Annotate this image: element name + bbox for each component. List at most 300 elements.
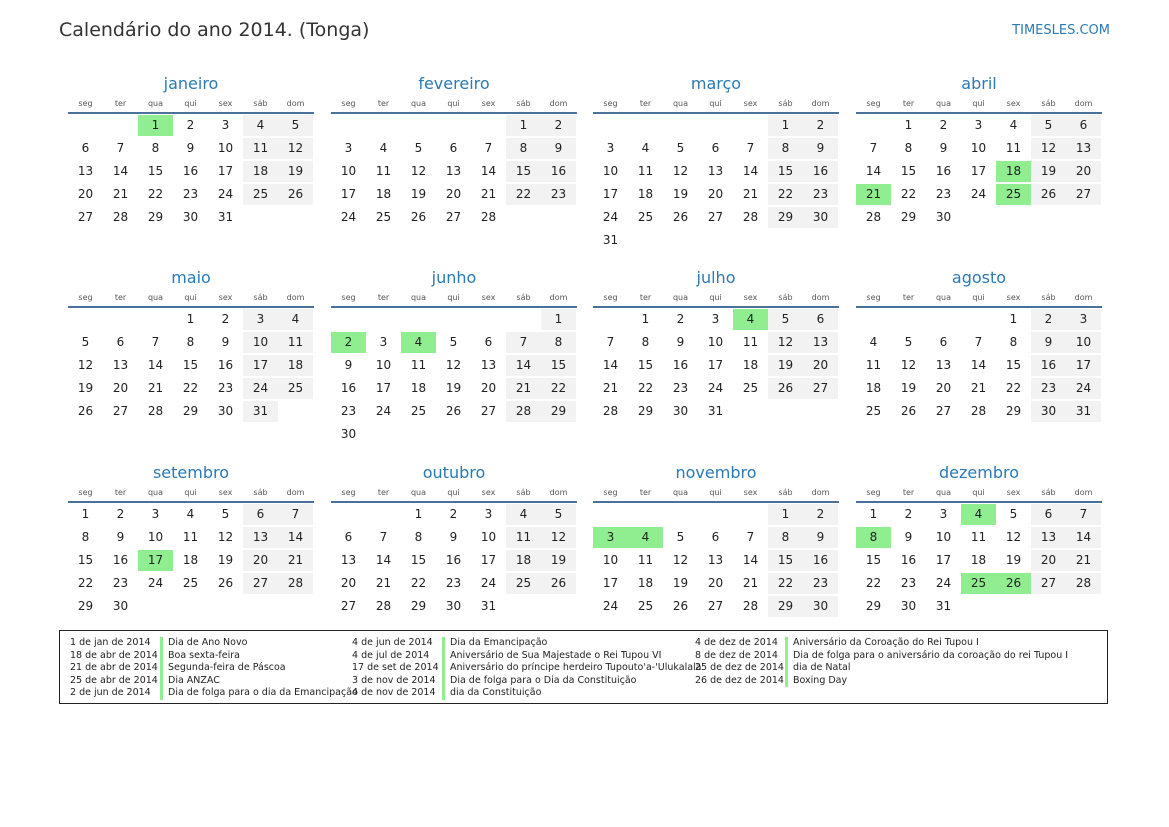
day-cell[interactable]: 26 (410, 210, 427, 224)
day-cell[interactable]: 28 (1066, 573, 1101, 594)
day-cell[interactable]: 17 (970, 164, 987, 178)
day-cell[interactable]: 4 (1009, 118, 1018, 132)
day-cell[interactable]: 24 (243, 378, 278, 399)
day-cell[interactable]: 6 (1066, 115, 1101, 136)
day-cell[interactable]: 27 (1031, 573, 1066, 594)
day-cell[interactable]: 4 (278, 309, 313, 330)
day-cell[interactable]: 12 (900, 358, 917, 372)
day-cell[interactable]: 29 (1005, 404, 1022, 418)
day-cell[interactable]: 16 (217, 358, 234, 372)
day-cell[interactable]: 30 (182, 210, 199, 224)
day-cell[interactable]: 26 (1031, 184, 1066, 205)
day-cell[interactable]: 15 (768, 550, 803, 571)
day-cell[interactable]: 27 (480, 404, 497, 418)
day-cell[interactable]: 2 (186, 118, 195, 132)
day-cell[interactable]: 27 (707, 210, 724, 224)
day-cell[interactable]: 16 (340, 381, 357, 395)
day-cell[interactable]: 21 (278, 550, 313, 571)
day-cell[interactable]: 14 (602, 358, 619, 372)
day-cell[interactable]: 13 (707, 553, 724, 567)
day-cell[interactable]: 14 (147, 358, 164, 372)
day-cell[interactable]: 7 (869, 141, 878, 155)
day-cell[interactable]: 6 (116, 335, 125, 349)
day-cell[interactable]: 8 (768, 138, 803, 159)
day-cell[interactable]: 9 (541, 138, 576, 159)
day-cell[interactable]: 10 (480, 530, 497, 544)
day-cell[interactable]: 25 (742, 381, 759, 395)
day-cell[interactable]: 18 (637, 187, 654, 201)
day-cell[interactable]: 25 (637, 210, 654, 224)
day-cell[interactable]: 4 (869, 335, 878, 349)
day-cell[interactable]: 5 (221, 507, 230, 521)
day-cell[interactable]: 5 (676, 530, 685, 544)
day-cell[interactable]: 28 (865, 210, 882, 224)
day-cell[interactable]: 24 (1066, 378, 1101, 399)
day-cell[interactable]: 12 (77, 358, 94, 372)
day-cell[interactable]: 8 (414, 530, 423, 544)
day-cell[interactable]: 9 (904, 530, 913, 544)
day-cell[interactable]: 14 (865, 164, 882, 178)
day-cell[interactable]: 8 (904, 141, 913, 155)
day-cell[interactable]: 24 (147, 576, 164, 590)
day-cell[interactable]: 18 (243, 161, 278, 182)
day-cell[interactable]: 11 (375, 164, 392, 178)
day-cell[interactable]: 2 (1031, 309, 1066, 330)
day-cell[interactable]: 7 (506, 332, 541, 353)
day-cell[interactable]: 18 (637, 576, 654, 590)
day-cell[interactable]: 25 (637, 599, 654, 613)
day-cell[interactable]: 15 (147, 164, 164, 178)
day-cell[interactable]: 6 (711, 141, 720, 155)
day-cell[interactable]: 31 (1066, 401, 1101, 422)
day-cell[interactable]: 8 (768, 527, 803, 548)
day-cell[interactable]: 3 (243, 309, 278, 330)
day-cell[interactable]: 11 (506, 527, 541, 548)
day-cell[interactable]: 16 (672, 358, 689, 372)
day-cell[interactable]: 14 (1066, 527, 1101, 548)
day-cell[interactable]: 29 (410, 599, 427, 613)
day-cell[interactable]: 28 (742, 599, 759, 613)
day-cell[interactable]: 11 (742, 335, 759, 349)
day-cell[interactable]: 12 (541, 527, 576, 548)
day-cell[interactable]: 27 (1066, 184, 1101, 205)
day-cell[interactable]: 7 (116, 141, 125, 155)
day-cell[interactable]: 3 (379, 335, 388, 349)
day-cell[interactable]: 1 (768, 115, 803, 136)
day-cell[interactable]: 11 (1005, 141, 1022, 155)
day-cell[interactable]: 27 (112, 404, 129, 418)
day-cell[interactable]: 23 (803, 184, 838, 205)
day-cell[interactable]: 23 (217, 381, 234, 395)
day-cell[interactable]: 6 (803, 309, 838, 330)
day-cell[interactable]: 18 (865, 381, 882, 395)
holiday-day-cell[interactable]: 4 (628, 527, 663, 548)
day-cell[interactable]: 1 (506, 115, 541, 136)
day-cell[interactable]: 26 (77, 404, 94, 418)
day-cell[interactable]: 14 (375, 553, 392, 567)
day-cell[interactable]: 4 (379, 141, 388, 155)
day-cell[interactable]: 14 (506, 355, 541, 376)
day-cell[interactable]: 19 (1031, 161, 1066, 182)
day-cell[interactable]: 28 (970, 404, 987, 418)
day-cell[interactable]: 17 (243, 355, 278, 376)
day-cell[interactable]: 1 (1009, 312, 1018, 326)
day-cell[interactable]: 23 (541, 184, 576, 205)
day-cell[interactable]: 12 (768, 332, 803, 353)
day-cell[interactable]: 22 (182, 381, 199, 395)
day-cell[interactable]: 8 (541, 332, 576, 353)
day-cell[interactable]: 30 (340, 427, 357, 441)
day-cell[interactable]: 5 (449, 335, 458, 349)
day-cell[interactable]: 1 (541, 309, 576, 330)
day-cell[interactable]: 18 (506, 550, 541, 571)
day-cell[interactable]: 9 (939, 141, 948, 155)
day-cell[interactable]: 19 (672, 187, 689, 201)
day-cell[interactable]: 14 (970, 358, 987, 372)
day-cell[interactable]: 2 (904, 507, 913, 521)
holiday-day-cell[interactable]: 17 (138, 550, 173, 571)
day-cell[interactable]: 4 (506, 504, 541, 525)
day-cell[interactable]: 26 (768, 378, 803, 399)
day-cell[interactable]: 10 (707, 335, 724, 349)
day-cell[interactable]: 19 (278, 161, 313, 182)
day-cell[interactable]: 16 (445, 553, 462, 567)
day-cell[interactable]: 21 (480, 187, 497, 201)
day-cell[interactable]: 6 (81, 141, 90, 155)
day-cell[interactable]: 4 (186, 507, 195, 521)
day-cell[interactable]: 10 (1066, 332, 1101, 353)
holiday-day-cell[interactable]: 2 (331, 332, 366, 353)
day-cell[interactable]: 11 (243, 138, 278, 159)
day-cell[interactable]: 29 (768, 207, 803, 228)
day-cell[interactable]: 2 (939, 118, 948, 132)
day-cell[interactable]: 1 (641, 312, 650, 326)
day-cell[interactable]: 12 (410, 164, 427, 178)
day-cell[interactable]: 20 (77, 187, 94, 201)
day-cell[interactable]: 22 (1005, 381, 1022, 395)
day-cell[interactable]: 5 (1009, 507, 1018, 521)
day-cell[interactable]: 13 (445, 164, 462, 178)
day-cell[interactable]: 26 (541, 573, 576, 594)
day-cell[interactable]: 30 (445, 599, 462, 613)
day-cell[interactable]: 9 (803, 138, 838, 159)
day-cell[interactable]: 10 (935, 530, 952, 544)
day-cell[interactable]: 5 (414, 141, 423, 155)
day-cell[interactable]: 13 (480, 358, 497, 372)
day-cell[interactable]: 20 (112, 381, 129, 395)
day-cell[interactable]: 6 (243, 504, 278, 525)
day-cell[interactable]: 21 (742, 187, 759, 201)
day-cell[interactable]: 23 (672, 381, 689, 395)
day-cell[interactable]: 16 (112, 553, 129, 567)
day-cell[interactable]: 15 (410, 553, 427, 567)
day-cell[interactable]: 17 (217, 164, 234, 178)
day-cell[interactable]: 29 (768, 596, 803, 617)
day-cell[interactable]: 23 (445, 576, 462, 590)
day-cell[interactable]: 21 (112, 187, 129, 201)
day-cell[interactable]: 23 (340, 404, 357, 418)
day-cell[interactable]: 6 (1031, 504, 1066, 525)
day-cell[interactable]: 16 (1031, 355, 1066, 376)
day-cell[interactable]: 22 (900, 187, 917, 201)
day-cell[interactable]: 3 (1066, 309, 1101, 330)
day-cell[interactable]: 13 (1066, 138, 1101, 159)
day-cell[interactable]: 17 (602, 187, 619, 201)
day-cell[interactable]: 27 (340, 599, 357, 613)
day-cell[interactable]: 24 (340, 210, 357, 224)
day-cell[interactable]: 7 (606, 335, 615, 349)
day-cell[interactable]: 24 (480, 576, 497, 590)
day-cell[interactable]: 9 (186, 141, 195, 155)
day-cell[interactable]: 5 (81, 335, 90, 349)
day-cell[interactable]: 31 (602, 233, 619, 247)
day-cell[interactable]: 16 (803, 550, 838, 571)
day-cell[interactable]: 9 (803, 527, 838, 548)
day-cell[interactable]: 28 (742, 210, 759, 224)
day-cell[interactable]: 8 (151, 141, 160, 155)
day-cell[interactable]: 8 (506, 138, 541, 159)
day-cell[interactable]: 19 (900, 381, 917, 395)
day-cell[interactable]: 28 (480, 210, 497, 224)
day-cell[interactable]: 29 (182, 404, 199, 418)
day-cell[interactable]: 14 (278, 527, 313, 548)
day-cell[interactable]: 15 (541, 355, 576, 376)
day-cell[interactable]: 15 (1005, 358, 1022, 372)
day-cell[interactable]: 21 (375, 576, 392, 590)
day-cell[interactable]: 1 (81, 507, 90, 521)
day-cell[interactable]: 1 (869, 507, 878, 521)
day-cell[interactable]: 27 (935, 404, 952, 418)
day-cell[interactable]: 22 (147, 187, 164, 201)
day-cell[interactable]: 2 (803, 504, 838, 525)
day-cell[interactable]: 3 (974, 118, 983, 132)
day-cell[interactable]: 21 (506, 378, 541, 399)
day-cell[interactable]: 17 (340, 187, 357, 201)
site-link[interactable]: TIMESLES.COM (1012, 23, 1110, 38)
day-cell[interactable]: 1 (768, 504, 803, 525)
day-cell[interactable]: 20 (707, 187, 724, 201)
day-cell[interactable]: 14 (742, 164, 759, 178)
day-cell[interactable]: 8 (1009, 335, 1018, 349)
day-cell[interactable]: 17 (1066, 355, 1101, 376)
day-cell[interactable]: 9 (221, 335, 230, 349)
day-cell[interactable]: 9 (116, 530, 125, 544)
day-cell[interactable]: 3 (606, 141, 615, 155)
holiday-day-cell[interactable]: 4 (401, 332, 436, 353)
day-cell[interactable]: 6 (344, 530, 353, 544)
day-cell[interactable]: 30 (217, 404, 234, 418)
day-cell[interactable]: 27 (77, 210, 94, 224)
day-cell[interactable]: 8 (186, 335, 195, 349)
day-cell[interactable]: 30 (900, 599, 917, 613)
holiday-day-cell[interactable]: 1 (138, 115, 173, 136)
day-cell[interactable]: 16 (900, 553, 917, 567)
day-cell[interactable]: 5 (1031, 115, 1066, 136)
day-cell[interactable]: 6 (711, 530, 720, 544)
day-cell[interactable]: 23 (1031, 378, 1066, 399)
day-cell[interactable]: 15 (637, 358, 654, 372)
day-cell[interactable]: 13 (112, 358, 129, 372)
day-cell[interactable]: 20 (1031, 550, 1066, 571)
day-cell[interactable]: 28 (506, 401, 541, 422)
day-cell[interactable]: 8 (81, 530, 90, 544)
day-cell[interactable]: 29 (147, 210, 164, 224)
day-cell[interactable]: 22 (865, 576, 882, 590)
day-cell[interactable]: 13 (707, 164, 724, 178)
day-cell[interactable]: 19 (445, 381, 462, 395)
day-cell[interactable]: 29 (541, 401, 576, 422)
day-cell[interactable]: 10 (602, 164, 619, 178)
day-cell[interactable]: 1 (186, 312, 195, 326)
day-cell[interactable]: 2 (449, 507, 458, 521)
day-cell[interactable]: 2 (116, 507, 125, 521)
day-cell[interactable]: 12 (672, 553, 689, 567)
day-cell[interactable]: 8 (641, 335, 650, 349)
day-cell[interactable]: 23 (935, 187, 952, 201)
day-cell[interactable]: 25 (865, 404, 882, 418)
day-cell[interactable]: 13 (1031, 527, 1066, 548)
day-cell[interactable]: 5 (541, 504, 576, 525)
day-cell[interactable]: 21 (970, 381, 987, 395)
day-cell[interactable]: 22 (77, 576, 94, 590)
day-cell[interactable]: 13 (340, 553, 357, 567)
day-cell[interactable]: 29 (900, 210, 917, 224)
day-cell[interactable]: 6 (484, 335, 493, 349)
day-cell[interactable]: 20 (445, 187, 462, 201)
day-cell[interactable]: 19 (77, 381, 94, 395)
holiday-day-cell[interactable]: 21 (856, 184, 891, 205)
day-cell[interactable]: 3 (711, 312, 720, 326)
day-cell[interactable]: 2 (803, 115, 838, 136)
day-cell[interactable]: 22 (410, 576, 427, 590)
day-cell[interactable]: 13 (935, 358, 952, 372)
day-cell[interactable]: 19 (541, 550, 576, 571)
day-cell[interactable]: 20 (1066, 161, 1101, 182)
day-cell[interactable]: 2 (541, 115, 576, 136)
day-cell[interactable]: 6 (939, 335, 948, 349)
day-cell[interactable]: 9 (344, 358, 353, 372)
day-cell[interactable]: 3 (939, 507, 948, 521)
day-cell[interactable]: 4 (641, 141, 650, 155)
day-cell[interactable]: 26 (445, 404, 462, 418)
day-cell[interactable]: 5 (904, 335, 913, 349)
day-cell[interactable]: 17 (480, 553, 497, 567)
day-cell[interactable]: 19 (410, 187, 427, 201)
day-cell[interactable]: 24 (707, 381, 724, 395)
holiday-day-cell[interactable]: 8 (856, 527, 891, 548)
day-cell[interactable]: 23 (182, 187, 199, 201)
day-cell[interactable]: 15 (182, 358, 199, 372)
day-cell[interactable]: 18 (410, 381, 427, 395)
day-cell[interactable]: 9 (676, 335, 685, 349)
day-cell[interactable]: 22 (506, 184, 541, 205)
day-cell[interactable]: 30 (112, 599, 129, 613)
day-cell[interactable]: 12 (445, 358, 462, 372)
day-cell[interactable]: 13 (803, 332, 838, 353)
day-cell[interactable]: 11 (637, 164, 654, 178)
day-cell[interactable]: 18 (742, 358, 759, 372)
holiday-day-cell[interactable]: 26 (996, 573, 1031, 594)
day-cell[interactable]: 17 (935, 553, 952, 567)
day-cell[interactable]: 7 (484, 141, 493, 155)
day-cell[interactable]: 5 (278, 115, 313, 136)
day-cell[interactable]: 21 (602, 381, 619, 395)
day-cell[interactable]: 11 (865, 358, 882, 372)
day-cell[interactable]: 25 (243, 184, 278, 205)
day-cell[interactable]: 21 (742, 576, 759, 590)
day-cell[interactable]: 15 (77, 553, 94, 567)
day-cell[interactable]: 30 (935, 210, 952, 224)
day-cell[interactable]: 29 (637, 404, 654, 418)
day-cell[interactable]: 7 (379, 530, 388, 544)
day-cell[interactable]: 21 (1066, 550, 1101, 571)
day-cell[interactable]: 31 (243, 401, 278, 422)
day-cell[interactable]: 28 (278, 573, 313, 594)
day-cell[interactable]: 31 (217, 210, 234, 224)
day-cell[interactable]: 26 (900, 404, 917, 418)
day-cell[interactable]: 18 (375, 187, 392, 201)
day-cell[interactable]: 11 (182, 530, 199, 544)
day-cell[interactable]: 25 (506, 573, 541, 594)
day-cell[interactable]: 24 (217, 187, 234, 201)
day-cell[interactable]: 5 (676, 141, 685, 155)
day-cell[interactable]: 12 (672, 164, 689, 178)
day-cell[interactable]: 14 (480, 164, 497, 178)
day-cell[interactable]: 20 (243, 550, 278, 571)
day-cell[interactable]: 30 (1031, 401, 1066, 422)
day-cell[interactable]: 30 (803, 207, 838, 228)
day-cell[interactable]: 10 (147, 530, 164, 544)
day-cell[interactable]: 20 (340, 576, 357, 590)
day-cell[interactable]: 16 (935, 164, 952, 178)
day-cell[interactable]: 7 (746, 141, 755, 155)
holiday-day-cell[interactable]: 25 (961, 573, 996, 594)
day-cell[interactable]: 24 (375, 404, 392, 418)
day-cell[interactable]: 11 (410, 358, 427, 372)
day-cell[interactable]: 31 (480, 599, 497, 613)
day-cell[interactable]: 13 (77, 164, 94, 178)
day-cell[interactable]: 4 (243, 115, 278, 136)
day-cell[interactable]: 27 (707, 599, 724, 613)
day-cell[interactable]: 16 (182, 164, 199, 178)
day-cell[interactable]: 11 (970, 530, 987, 544)
day-cell[interactable]: 29 (865, 599, 882, 613)
day-cell[interactable]: 25 (375, 210, 392, 224)
day-cell[interactable]: 12 (1031, 138, 1066, 159)
day-cell[interactable]: 5 (768, 309, 803, 330)
day-cell[interactable]: 24 (602, 210, 619, 224)
day-cell[interactable]: 23 (112, 576, 129, 590)
day-cell[interactable]: 28 (112, 210, 129, 224)
day-cell[interactable]: 11 (278, 332, 313, 353)
day-cell[interactable]: 12 (278, 138, 313, 159)
day-cell[interactable]: 12 (1005, 530, 1022, 544)
day-cell[interactable]: 7 (974, 335, 983, 349)
day-cell[interactable]: 27 (445, 210, 462, 224)
day-cell[interactable]: 7 (746, 530, 755, 544)
day-cell[interactable]: 17 (375, 381, 392, 395)
day-cell[interactable]: 18 (182, 553, 199, 567)
day-cell[interactable]: 23 (803, 573, 838, 594)
day-cell[interactable]: 24 (935, 576, 952, 590)
day-cell[interactable]: 28 (602, 404, 619, 418)
day-cell[interactable]: 20 (935, 381, 952, 395)
day-cell[interactable]: 2 (676, 312, 685, 326)
day-cell[interactable]: 14 (112, 164, 129, 178)
day-cell[interactable]: 2 (221, 312, 230, 326)
day-cell[interactable]: 18 (970, 553, 987, 567)
day-cell[interactable]: 26 (672, 599, 689, 613)
